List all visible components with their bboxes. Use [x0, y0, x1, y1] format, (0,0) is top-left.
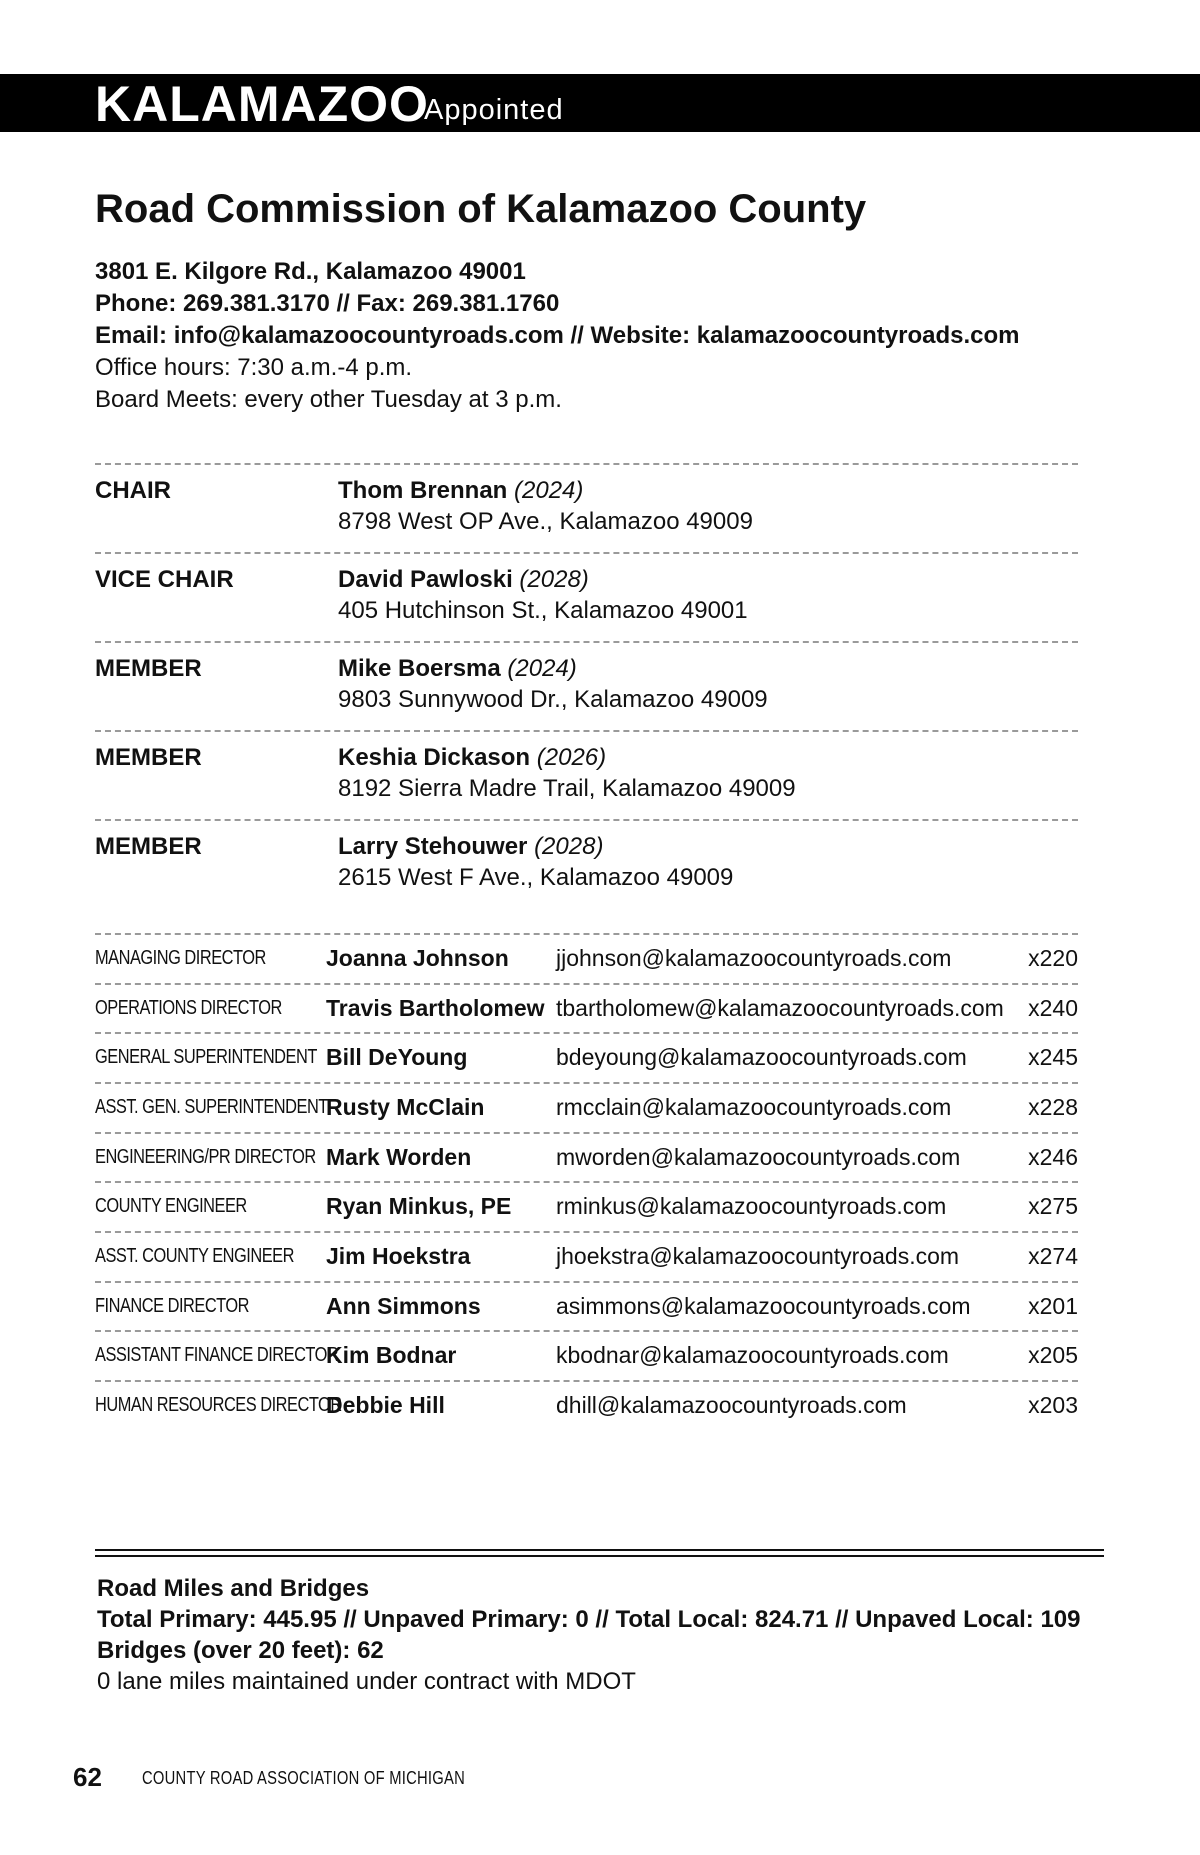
staff-row [95, 1139, 1078, 1175]
org-title: Road Commission of Kalamazoo County [95, 187, 867, 231]
divider [95, 1330, 1078, 1332]
board-person [338, 653, 768, 715]
staff-name: Jim Hoekstra [326, 1243, 471, 1269]
staff-row [95, 1238, 1078, 1274]
board-member-name: Keshia Dickason [338, 744, 531, 771]
staff-email: tbartholomew@kalamazoocountyroads.com [556, 995, 1004, 1021]
staff-title: ASST. GEN. SUPERINTENDENT [95, 1096, 328, 1118]
board-member-address: 2615 West F Ave., Kalamazoo 49009 [338, 864, 734, 891]
board-role: MEMBER [95, 744, 202, 771]
board-member-address: 405 Hutchinson St., Kalamazoo 49001 [338, 597, 748, 624]
staff-extension: x246 [1028, 1144, 1078, 1170]
staff-row [95, 940, 1078, 976]
staff-name: Joanna Johnson [326, 945, 509, 971]
staff-title: ENGINEERING/PR DIRECTOR [95, 1146, 316, 1168]
staff-email: jjohnson@kalamazoocountyroads.com [556, 945, 952, 971]
staff-extension: x201 [1028, 1293, 1078, 1319]
road-miles-totals: Total Primary: 445.95 // Unpaved Primary: 0 // Total Local: 824.71 // Unpaved Local: 109 [97, 1606, 1081, 1633]
bridges-count: Bridges (over 20 feet): 62 [97, 1637, 384, 1664]
staff-title: HUMAN RESOURCES DIRECTOR [95, 1394, 342, 1416]
staff-name: Bill DeYoung [326, 1044, 468, 1070]
staff-extension: x245 [1028, 1044, 1078, 1070]
staff-row [95, 1089, 1078, 1125]
staff-row [95, 1039, 1078, 1075]
publication-name: COUNTY ROAD ASSOCIATION OF MICHIGAN [142, 1768, 465, 1788]
board-member-row [95, 564, 1078, 628]
staff-title: OPERATIONS DIRECTOR [95, 997, 282, 1019]
staff-email: jhoekstra@kalamazoocountyroads.com [556, 1243, 960, 1269]
staff-title: FINANCE DIRECTOR [95, 1295, 250, 1317]
staff-extension: x228 [1028, 1094, 1078, 1120]
board-person [338, 475, 753, 537]
county-header-bar [0, 74, 1200, 132]
divider [95, 463, 1078, 465]
org-email-website: Email: info@kalamazoocountyroads.com // Website: kalamazoocountyroads.com [95, 322, 1020, 349]
staff-name: Rusty McClain [326, 1094, 485, 1120]
staff-name: Ryan Minkus, PE [326, 1193, 512, 1219]
board-person [338, 831, 733, 893]
divider [95, 1032, 1078, 1034]
divider [95, 552, 1078, 554]
board-member-term: (2024) [507, 655, 577, 682]
board-member-term: (2026) [536, 744, 607, 771]
staff-name: Kim Bodnar [326, 1342, 457, 1368]
board-member-term: (2028) [519, 566, 589, 593]
staff-extension: x240 [1028, 995, 1078, 1021]
board-role: MEMBER [95, 833, 202, 860]
board-member-term: (2024) [514, 477, 584, 504]
staff-title: ASST. COUNTY ENGINEER [95, 1245, 294, 1267]
road-miles-block [97, 1573, 1080, 1697]
staff-extension: x274 [1028, 1243, 1078, 1269]
staff-email: bdeyoung@kalamazoocountyroads.com [556, 1044, 967, 1070]
board-member-term: (2028) [534, 833, 604, 860]
staff-extension: x205 [1028, 1342, 1078, 1368]
board-member-row [95, 653, 1078, 717]
staff-row [95, 1188, 1078, 1224]
county-status: Appointed [424, 94, 564, 126]
staff-email: rmcclain@kalamazoocountyroads.com [556, 1094, 952, 1120]
board-member-row [95, 831, 1078, 895]
county-name: KALAMAZOO [95, 76, 429, 132]
org-board-meets: Board Meets: every other Tuesday at 3 p.m. [95, 386, 562, 413]
staff-email: dhill@kalamazoocountyroads.com [556, 1392, 907, 1418]
staff-extension: x220 [1028, 945, 1078, 971]
board-member-name: Mike Boersma [338, 655, 501, 682]
org-contact-block [95, 256, 1020, 416]
staff-email: rminkus@kalamazoocountyroads.com [556, 1193, 947, 1219]
staff-name: Travis Bartholomew [326, 995, 545, 1021]
org-office-hours: Office hours: 7:30 a.m.-4 p.m. [95, 354, 413, 381]
board-member-name: Larry Stehouwer [338, 833, 528, 860]
board-person [338, 742, 796, 804]
divider [95, 1231, 1078, 1233]
road-miles-heading: Road Miles and Bridges [97, 1575, 370, 1602]
staff-row [95, 1288, 1078, 1324]
staff-email: kbodnar@kalamazoocountyroads.com [556, 1342, 949, 1368]
staff-title: GENERAL SUPERINTENDENT [95, 1046, 317, 1068]
divider [95, 933, 1078, 935]
divider [95, 1082, 1078, 1084]
staff-row [95, 1337, 1078, 1373]
staff-extension: x275 [1028, 1193, 1078, 1219]
staff-name: Ann Simmons [326, 1293, 481, 1319]
page-number: 62 [73, 1762, 102, 1792]
staff-name: Mark Worden [326, 1144, 472, 1170]
staff-title: MANAGING DIRECTOR [95, 947, 266, 969]
org-phone-fax: Phone: 269.381.3170 // Fax: 269.381.1760 [95, 290, 560, 317]
divider [95, 641, 1078, 643]
board-role: MEMBER [95, 655, 202, 682]
divider [95, 1380, 1078, 1382]
staff-row [95, 1387, 1078, 1423]
board-member-address: 9803 Sunnywood Dr., Kalamazoo 49009 [338, 686, 768, 713]
board-member-address: 8192 Sierra Madre Trail, Kalamazoo 49009 [338, 775, 796, 802]
org-address: 3801 E. Kilgore Rd., Kalamazoo 49001 [95, 258, 526, 285]
divider [95, 819, 1078, 821]
board-member-name: David Pawloski [338, 566, 513, 593]
divider [95, 1181, 1078, 1183]
staff-extension: x203 [1028, 1392, 1078, 1418]
staff-name: Debbie Hill [326, 1392, 445, 1418]
staff-email: mworden@kalamazoocountyroads.com [556, 1144, 961, 1170]
board-member-row [95, 742, 1078, 806]
board-role: VICE CHAIR [95, 566, 234, 593]
divider [95, 1281, 1078, 1283]
board-member-name: Thom Brennan [338, 477, 508, 504]
staff-row [95, 990, 1078, 1026]
board-person [338, 564, 748, 626]
board-role: CHAIR [95, 477, 171, 504]
staff-title: ASSISTANT FINANCE DIRECTOR [95, 1344, 339, 1366]
divider [95, 1132, 1078, 1134]
board-member-address: 8798 West OP Ave., Kalamazoo 49009 [338, 508, 753, 535]
staff-title: COUNTY ENGINEER [95, 1195, 247, 1217]
section-rule [95, 1555, 1104, 1557]
staff-email: asimmons@kalamazoocountyroads.com [556, 1293, 971, 1319]
divider [95, 730, 1078, 732]
board-member-row [95, 475, 1078, 539]
mdot-contract-miles: 0 lane miles maintained under contract with MDOT [97, 1668, 636, 1695]
divider [95, 983, 1078, 985]
section-rule [95, 1549, 1104, 1551]
